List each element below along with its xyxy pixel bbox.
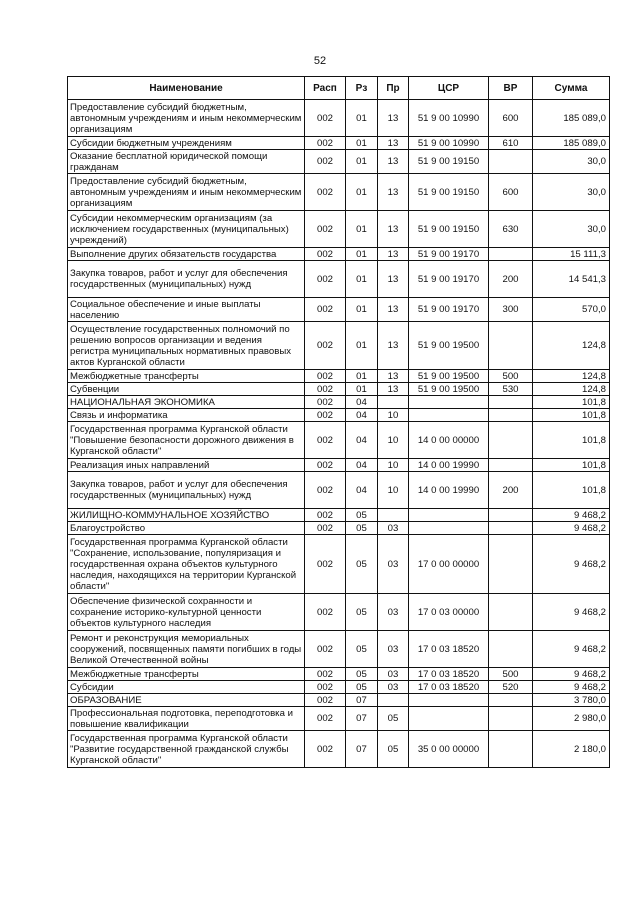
table-row [68,668,610,681]
table-row [68,535,610,594]
table-row [68,409,610,422]
cell-csr: 51 9 00 10990 [409,100,489,137]
cell-rasp: 002 [305,100,346,137]
cell-rasp: 002 [305,681,346,694]
table-header-row [68,77,610,100]
cell-rz: 01 [346,298,378,322]
cell-rz: 01 [346,261,378,298]
cell-name: Межбюджетные трансферты [68,668,305,681]
table-row [68,509,610,522]
cell-rasp: 002 [305,535,346,594]
table-row [68,174,610,211]
page-number: 52 [313,55,327,67]
cell-sum: 9 468,2 [533,535,610,594]
cell-sum: 185 089,0 [533,137,610,150]
cell-pr: 13 [378,370,409,383]
cell-pr: 03 [378,594,409,631]
header-pr: Пр [378,77,409,100]
cell-pr: 13 [378,298,409,322]
cell-rz: 07 [346,731,378,768]
cell-sum: 9 468,2 [533,668,610,681]
cell-vr: 610 [489,137,533,150]
cell-pr: 03 [378,522,409,535]
cell-rz: 04 [346,409,378,422]
cell-sum: 185 089,0 [533,100,610,137]
cell-csr: 51 9 00 19170 [409,298,489,322]
cell-csr: 51 9 00 19170 [409,248,489,261]
cell-rz: 04 [346,396,378,409]
cell-name: Закупка товаров, работ и услуг для обеспечения государственных (муниципальных) нужд [68,261,305,298]
cell-vr [489,631,533,668]
cell-vr [489,322,533,370]
header-csr: ЦСР [409,77,489,100]
cell-sum: 14 541,3 [533,261,610,298]
cell-rasp: 002 [305,694,346,707]
cell-rasp: 002 [305,261,346,298]
cell-pr: 03 [378,535,409,594]
cell-sum: 101,8 [533,472,610,509]
cell-vr: 630 [489,211,533,248]
cell-csr: 51 9 00 19150 [409,150,489,174]
cell-pr: 10 [378,422,409,459]
cell-sum: 30,0 [533,174,610,211]
cell-name: Субвенции [68,383,305,396]
cell-name: ОБРАЗОВАНИЕ [68,694,305,707]
cell-sum: 9 468,2 [533,522,610,535]
cell-rasp: 002 [305,174,346,211]
cell-sum: 101,8 [533,422,610,459]
table-row [68,472,610,509]
cell-name: Субсидии некоммерческим организациям (за исключением государственных (муниципальных) учреждений) [68,211,305,248]
cell-pr: 03 [378,631,409,668]
cell-name: Оказание бесплатной юридической помощи гражданам [68,150,305,174]
cell-name: Профессиональная подготовка, переподготовка и повышение квалификации [68,707,305,731]
cell-pr: 05 [378,707,409,731]
table-row [68,211,610,248]
cell-csr [409,522,489,535]
table-row [68,459,610,472]
cell-pr [378,396,409,409]
cell-vr: 500 [489,668,533,681]
cell-vr: 300 [489,298,533,322]
cell-rasp: 002 [305,509,346,522]
cell-name: Государственная программа Курганской области "Сохранение, использование, популяризация и государственная охрана объектов культурного наследия, находящихся на территории Курганской области" [68,535,305,594]
cell-csr: 17 0 03 18520 [409,631,489,668]
cell-pr: 13 [378,211,409,248]
cell-sum: 2 980,0 [533,707,610,731]
cell-sum: 30,0 [533,150,610,174]
cell-csr: 35 0 00 00000 [409,731,489,768]
cell-rz: 05 [346,681,378,694]
cell-csr [409,509,489,522]
cell-csr: 51 9 00 19500 [409,383,489,396]
table-row [68,248,610,261]
cell-sum: 15 111,3 [533,248,610,261]
cell-rasp: 002 [305,409,346,422]
cell-rz: 04 [346,459,378,472]
table-row [68,150,610,174]
cell-csr: 17 0 03 00000 [409,594,489,631]
cell-vr: 600 [489,174,533,211]
cell-csr: 14 0 00 19990 [409,472,489,509]
cell-vr [489,535,533,594]
cell-rasp: 002 [305,668,346,681]
cell-name: Субсидии [68,681,305,694]
cell-name: Предоставление субсидий бюджетным, автономным учреждениям и иным некоммерческим организациям [68,100,305,137]
cell-sum: 101,8 [533,409,610,422]
cell-pr: 13 [378,261,409,298]
cell-rz: 07 [346,707,378,731]
cell-rasp: 002 [305,383,346,396]
cell-pr: 05 [378,731,409,768]
cell-name: Предоставление субсидий бюджетным, автономным учреждениям и иным некоммерческим организациям [68,174,305,211]
cell-vr: 200 [489,472,533,509]
cell-csr: 51 9 00 19500 [409,322,489,370]
cell-sum: 124,8 [533,383,610,396]
cell-vr [489,509,533,522]
cell-vr [489,522,533,535]
cell-vr: 600 [489,100,533,137]
cell-rasp: 002 [305,731,346,768]
cell-pr: 03 [378,668,409,681]
cell-csr: 14 0 00 00000 [409,422,489,459]
cell-pr: 10 [378,472,409,509]
cell-rasp: 002 [305,594,346,631]
table-row [68,383,610,396]
table-row [68,422,610,459]
cell-sum: 124,8 [533,322,610,370]
cell-rz: 05 [346,522,378,535]
cell-sum: 101,8 [533,459,610,472]
cell-sum: 101,8 [533,396,610,409]
cell-rz: 05 [346,594,378,631]
cell-rasp: 002 [305,248,346,261]
cell-sum: 3 780,0 [533,694,610,707]
cell-rz: 01 [346,370,378,383]
cell-name: Субсидии бюджетным учреждениям [68,137,305,150]
table-row [68,298,610,322]
cell-rz: 01 [346,383,378,396]
cell-vr: 500 [489,370,533,383]
cell-csr: 14 0 00 19990 [409,459,489,472]
table-row [68,370,610,383]
cell-csr: 51 9 00 19170 [409,261,489,298]
cell-pr [378,694,409,707]
cell-vr: 520 [489,681,533,694]
cell-name: Обеспечение физической сохранности и сохранение историко-культурной ценности объектов культурного наследия [68,594,305,631]
cell-rz: 01 [346,150,378,174]
cell-vr [489,459,533,472]
cell-name: Закупка товаров, работ и услуг для обеспечения государственных (муниципальных) нужд [68,472,305,509]
cell-vr [489,150,533,174]
cell-name: Государственная программа Курганской области "Развитие государственной гражданской службы Курганской области" [68,731,305,768]
cell-rasp: 002 [305,211,346,248]
cell-rasp: 002 [305,137,346,150]
cell-rz: 01 [346,248,378,261]
cell-sum: 124,8 [533,370,610,383]
table-body [68,100,610,768]
cell-vr: 530 [489,383,533,396]
cell-vr [489,396,533,409]
cell-sum: 9 468,2 [533,631,610,668]
cell-sum: 30,0 [533,211,610,248]
cell-csr: 51 9 00 19500 [409,370,489,383]
cell-vr [489,707,533,731]
cell-rz: 04 [346,422,378,459]
cell-pr: 13 [378,150,409,174]
cell-csr: 51 9 00 10990 [409,137,489,150]
cell-sum: 9 468,2 [533,594,610,631]
budget-table [67,76,610,768]
cell-rz: 01 [346,174,378,211]
cell-name: Связь и информатика [68,409,305,422]
cell-rasp: 002 [305,422,346,459]
table-row [68,322,610,370]
cell-vr: 200 [489,261,533,298]
cell-name: Социальное обеспечение и иные выплаты населению [68,298,305,322]
cell-vr [489,422,533,459]
cell-rasp: 002 [305,370,346,383]
table-row [68,261,610,298]
cell-name: Благоустройство [68,522,305,535]
cell-vr [489,248,533,261]
cell-name: Реализация иных направлений [68,459,305,472]
cell-vr [489,694,533,707]
cell-rasp: 002 [305,150,346,174]
cell-csr [409,707,489,731]
cell-rz: 01 [346,137,378,150]
table-row [68,594,610,631]
cell-rz: 01 [346,100,378,137]
cell-rz: 07 [346,694,378,707]
cell-rz: 05 [346,509,378,522]
cell-pr: 10 [378,409,409,422]
table-row [68,100,610,137]
header-rasp: Расп [305,77,346,100]
table-row [68,707,610,731]
cell-csr: 17 0 00 00000 [409,535,489,594]
cell-name: Ремонт и реконструкция мемориальных сооружений, посвященных памяти погибших в годы Великой Отечественной войны [68,631,305,668]
cell-csr [409,396,489,409]
cell-vr [489,594,533,631]
cell-rz: 01 [346,322,378,370]
cell-rasp: 002 [305,631,346,668]
cell-sum: 2 180,0 [533,731,610,768]
cell-csr [409,409,489,422]
cell-sum: 9 468,2 [533,681,610,694]
cell-pr: 10 [378,459,409,472]
table-row [68,137,610,150]
header-name: Наименование [68,77,305,100]
cell-rz: 04 [346,472,378,509]
cell-pr: 13 [378,248,409,261]
cell-name: Государственная программа Курганской области "Повышение безопасности дорожного движения в Курганской области" [68,422,305,459]
cell-name: Осуществление государственных полномочий по решению вопросов организации и ведения регистра муниципальных нормативных правовых актов Курганской области [68,322,305,370]
cell-sum: 570,0 [533,298,610,322]
table-row [68,396,610,409]
cell-pr: 13 [378,322,409,370]
cell-pr: 13 [378,383,409,396]
cell-rz: 01 [346,211,378,248]
cell-csr: 51 9 00 19150 [409,211,489,248]
cell-name: Межбюджетные трансферты [68,370,305,383]
cell-pr [378,509,409,522]
cell-sum: 9 468,2 [533,509,610,522]
cell-name: ЖИЛИЩНО-КОММУНАЛЬНОЕ ХОЗЯЙСТВО [68,509,305,522]
cell-rasp: 002 [305,707,346,731]
cell-rasp: 002 [305,472,346,509]
cell-pr: 13 [378,100,409,137]
cell-rz: 05 [346,631,378,668]
cell-rz: 05 [346,535,378,594]
cell-rasp: 002 [305,459,346,472]
table-row [68,694,610,707]
table-row [68,731,610,768]
cell-rasp: 002 [305,522,346,535]
header-rz: Рз [346,77,378,100]
cell-csr [409,694,489,707]
cell-rasp: 002 [305,396,346,409]
cell-csr: 51 9 00 19150 [409,174,489,211]
cell-vr [489,731,533,768]
cell-rasp: 002 [305,322,346,370]
cell-pr: 03 [378,681,409,694]
cell-pr: 13 [378,174,409,211]
cell-csr: 17 0 03 18520 [409,681,489,694]
table-row [68,681,610,694]
cell-pr: 13 [378,137,409,150]
header-vr: ВР [489,77,533,100]
cell-name: НАЦИОНАЛЬНАЯ ЭКОНОМИКА [68,396,305,409]
cell-csr: 17 0 03 18520 [409,668,489,681]
cell-rasp: 002 [305,298,346,322]
cell-vr [489,409,533,422]
table-row [68,631,610,668]
cell-name: Выполнение других обязательств государства [68,248,305,261]
header-sum: Сумма [533,77,610,100]
cell-rz: 05 [346,668,378,681]
table-row [68,522,610,535]
